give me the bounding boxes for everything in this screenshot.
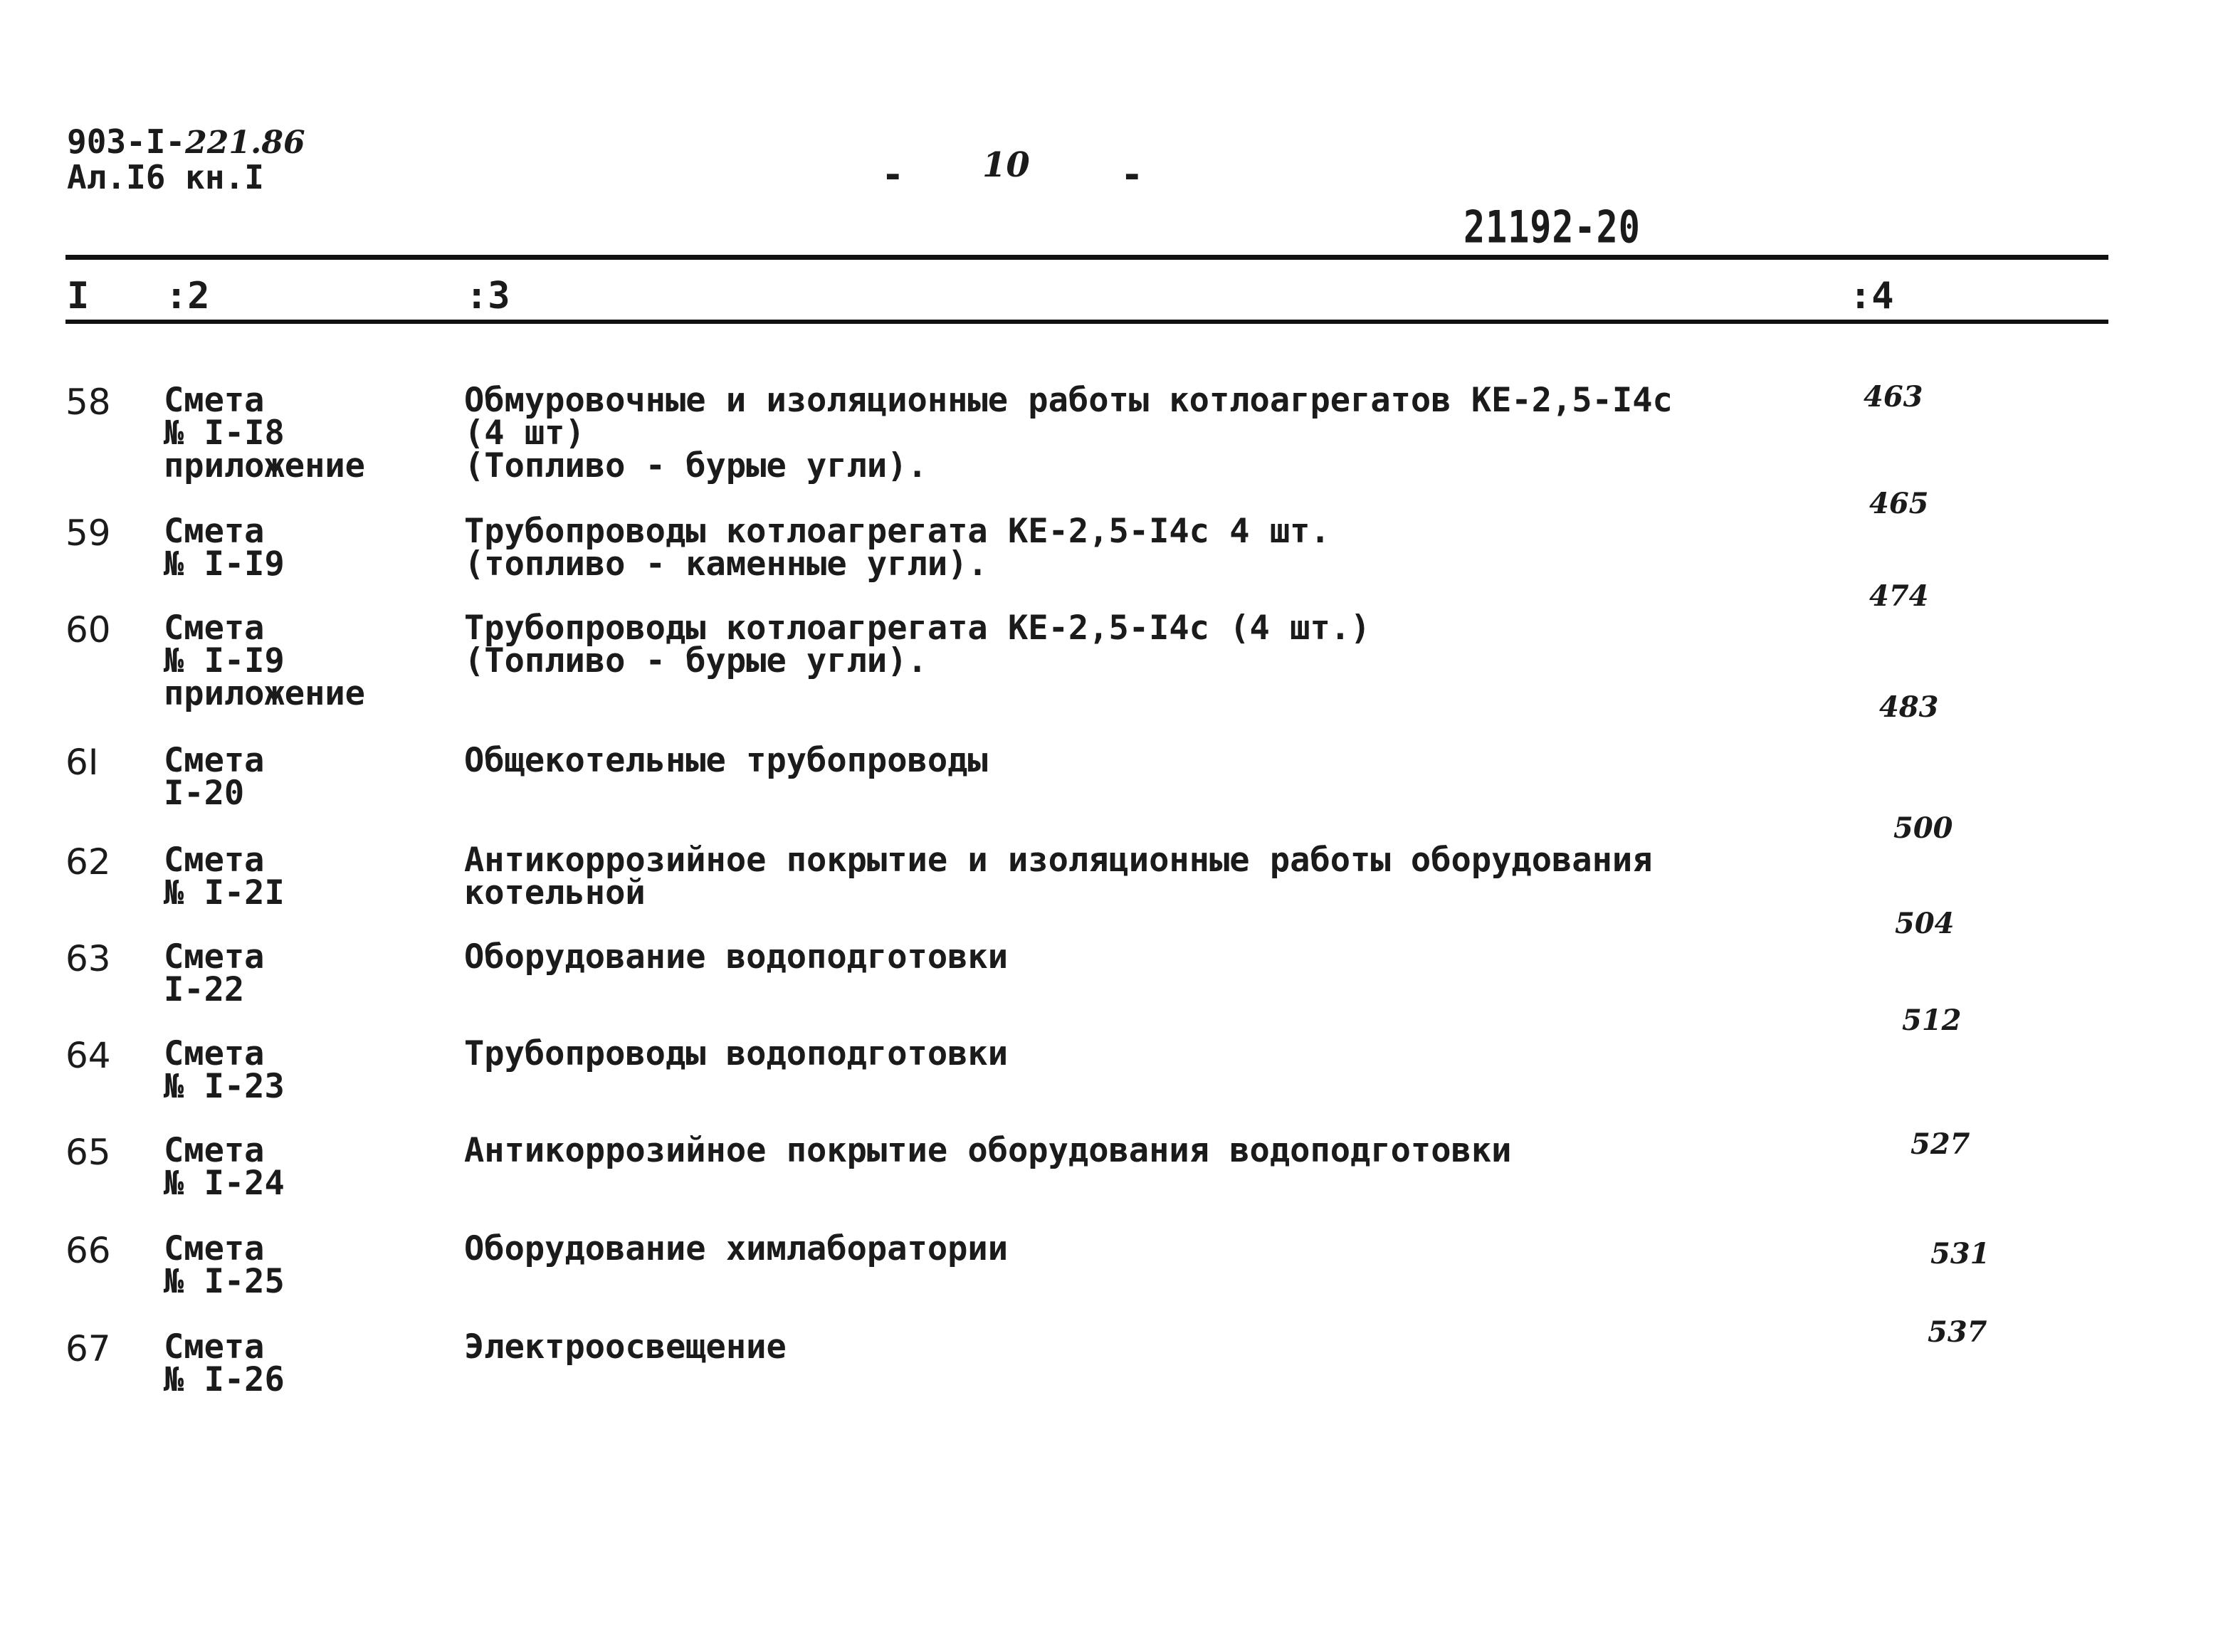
row-page: 463 <box>1864 380 1923 414</box>
row-page: 504 <box>1895 907 1955 940</box>
row-title: Обмуровочные и изоляционные работы котлоагрегатов КЕ-2,5-I4с (4 шт) (Топливо - бурые угли). <box>464 381 1673 485</box>
row-page: 527 <box>1910 1127 1970 1161</box>
row-document: Смета № I-25 <box>164 1229 285 1301</box>
row-title: Общекотельные трубопроводы <box>464 741 988 780</box>
row-title: Антикоррозийное покрытие оборудования водоподготовки <box>464 1131 1512 1170</box>
row-title: Оборудование химлаборатории <box>464 1229 1009 1268</box>
row-document: Смета № I-I8 приложение <box>164 381 365 485</box>
row-number: 66 <box>65 1230 111 1271</box>
row-number: 67 <box>65 1328 111 1369</box>
document-code-prefix: 903-I- <box>67 122 186 161</box>
page-dash-left: - <box>881 152 905 197</box>
row-number: 65 <box>65 1132 111 1173</box>
document-code-handwritten: 221.86 <box>185 125 305 161</box>
row-title: Трубопроводы котлоагрегата КЕ-2,5-I4с 4 шт. (топливо - каменные угли). <box>464 512 1330 584</box>
row-title: Антикоррозийное покрытие и изоляционные работы оборудования котельной <box>464 841 1653 912</box>
document-code <box>67 122 305 161</box>
column-heading-3: :3 <box>466 275 510 317</box>
row-number: 60 <box>65 609 111 651</box>
row-number: 58 <box>65 382 111 423</box>
row-number: 6I <box>65 742 99 783</box>
row-page: 483 <box>1879 690 1939 724</box>
row-document: Смета I-22 <box>164 937 265 1009</box>
row-document: Смета № I-I9 <box>164 512 285 584</box>
row-document: Смета I-20 <box>164 741 265 813</box>
column-heading-2: :2 <box>165 275 210 317</box>
row-document: Смета № I-2I <box>164 841 285 912</box>
row-title: Трубопроводы котлоагрегата КЕ-2,5-I4с (4 шт.) (Топливо - бурые угли). <box>464 609 1371 680</box>
row-document: Смета № I-26 <box>164 1327 285 1399</box>
row-number: 62 <box>65 841 111 883</box>
row-page: 531 <box>1930 1237 1990 1270</box>
header-rule-bottom <box>65 320 2108 324</box>
row-document: Смета № I-24 <box>164 1131 285 1203</box>
archive-stamp: 21192-20 <box>1463 201 1641 253</box>
row-number: 64 <box>65 1035 111 1076</box>
header-rule-top <box>65 255 2108 260</box>
row-document: Смета № I-I9 приложение <box>164 609 365 713</box>
row-page: 465 <box>1869 487 1929 520</box>
row-title: Трубопроводы водоподготовки <box>464 1034 1009 1073</box>
page-dash-right: - <box>1120 152 1144 197</box>
row-title: Электроосвещение <box>464 1327 787 1367</box>
page-number: 10 <box>982 145 1030 185</box>
row-number: 63 <box>65 938 111 979</box>
album-book-label: Ал.I6 кн.I <box>67 158 264 196</box>
row-number: 59 <box>65 512 111 554</box>
column-heading-4: :4 <box>1849 275 1894 317</box>
row-page: 500 <box>1893 811 1953 845</box>
row-document: Смета № I-23 <box>164 1034 285 1106</box>
row-page: 512 <box>1902 1004 1962 1037</box>
column-heading-1: I <box>67 275 90 317</box>
row-page: 537 <box>1928 1315 1987 1349</box>
row-page: 474 <box>1869 579 1929 613</box>
row-title: Оборудование водоподготовки <box>464 937 1009 977</box>
